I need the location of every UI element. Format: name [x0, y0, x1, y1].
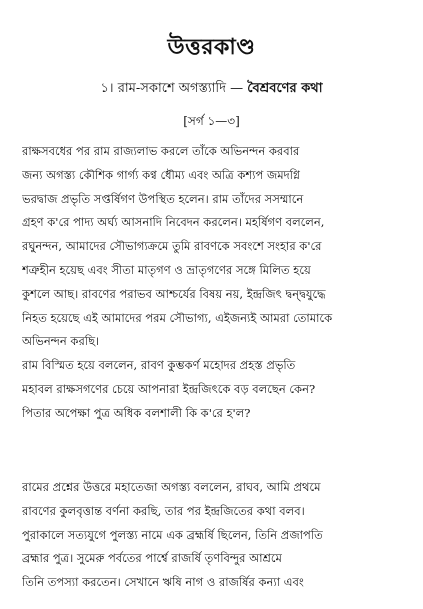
- text-line: পুরাকালে সত্যযুগে পুলস্ত্য নামে এক ব্রহ্মর্ষি ছিলেন, তিনি প্রজাপতি: [22, 527, 323, 542]
- text-line: রাক্ষসবধের পর রাম রাজ্যলাভ করলে তাঁকে অভিনন্দন করবার: [22, 144, 300, 158]
- sarga-range: [সর্গ ১—৩]: [183, 114, 240, 128]
- text-line: মহাবল রাক্ষসগণের চেয়ে আপনারা ইন্দ্রজিৎকে বড় বলছেন কেন?: [22, 381, 316, 396]
- text-line: অভিনন্দন করছি।: [22, 334, 100, 349]
- text-line: রামের প্রশ্নের উত্তরে মহাতেজা অগস্ত্য বললেন, রাঘব, আমি প্রথমে: [22, 480, 321, 494]
- text-line: কুশলে আছ। রাবণের পরাভব আশ্চর্যের বিষয় নয়, ইন্দ্রজিৎ দ্বন্দ্বযুদ্ধে: [22, 286, 326, 301]
- text-line: শত্রুহীন হয়েছ এবং সীতা মাতৃগণ ও ভ্রাতৃগণের সঙ্গে মিলিত হয়ে: [22, 262, 311, 277]
- page-title: উত্তরকাণ্ড: [167, 34, 256, 60]
- chapter-subject: রাম-সকাশে অগস্ত্যাদি: [117, 81, 226, 96]
- paragraph-2: [22, 402, 414, 426]
- text-line: নিহত হয়েছে এই আমাদের পরম সৌভাগ্য, এইজন্যই আমরা তোমাকে: [22, 310, 333, 325]
- text-line: ভরদ্বাজ প্রভৃতি সপ্তর্ষিগণ উপস্থিত হলেন। রাম তাঁদের সসম্মানে: [22, 191, 304, 206]
- paragraph-3: [22, 476, 414, 595]
- text-line: ব্রহ্মার পুত্র। সুমেরু পর্বতের পার্শ্বে রাজর্ষি তৃণবিন্দুর আশ্রমে: [22, 551, 282, 566]
- chapter-dash: —: [230, 81, 244, 96]
- text-line: গ্রহণ ক'রে পাদ্য অর্ঘ্য আসনাদি নিবেদন করলেন। মহর্ষিগণ বললেন,: [22, 215, 325, 230]
- text-line: রঘুনন্দন, আমাদের সৌভাগ্যক্রমে তুমি রাবণকে সবংশে সংহার ক'রে: [22, 239, 322, 254]
- text-line: তিনি তপস্যা করতেন। সেখানে ঋষি নাগ ও রাজর্ষির কন্যা এবং: [22, 575, 304, 590]
- chapter-title: বৈশ্রবণের কথা: [247, 81, 323, 96]
- text-line: পিতার অপেক্ষা পুত্র অধিক বলশালী কি ক'রে হ'ল?: [22, 406, 251, 420]
- chapter-heading: [0, 80, 423, 98]
- text-line: রাবণের কুলবৃত্তান্ত বর্ণনা করছি, তার পর ইন্দ্রজিতের কথা বলব।: [22, 503, 305, 518]
- text-line: রাম বিস্মিত হয়ে বললেন, রাবণ কুম্ভকর্ণ মহোদর প্রহস্ত প্রভৃতি: [22, 358, 296, 373]
- text-line: জন্য অগস্ত্য কৌশিক গার্গ্য কণ্ব ধৌম্য এবং অত্রি কশ্যপ জমদগ্নি: [22, 167, 300, 182]
- chapter-number: ১।: [100, 81, 114, 96]
- paragraph-1: [22, 140, 414, 402]
